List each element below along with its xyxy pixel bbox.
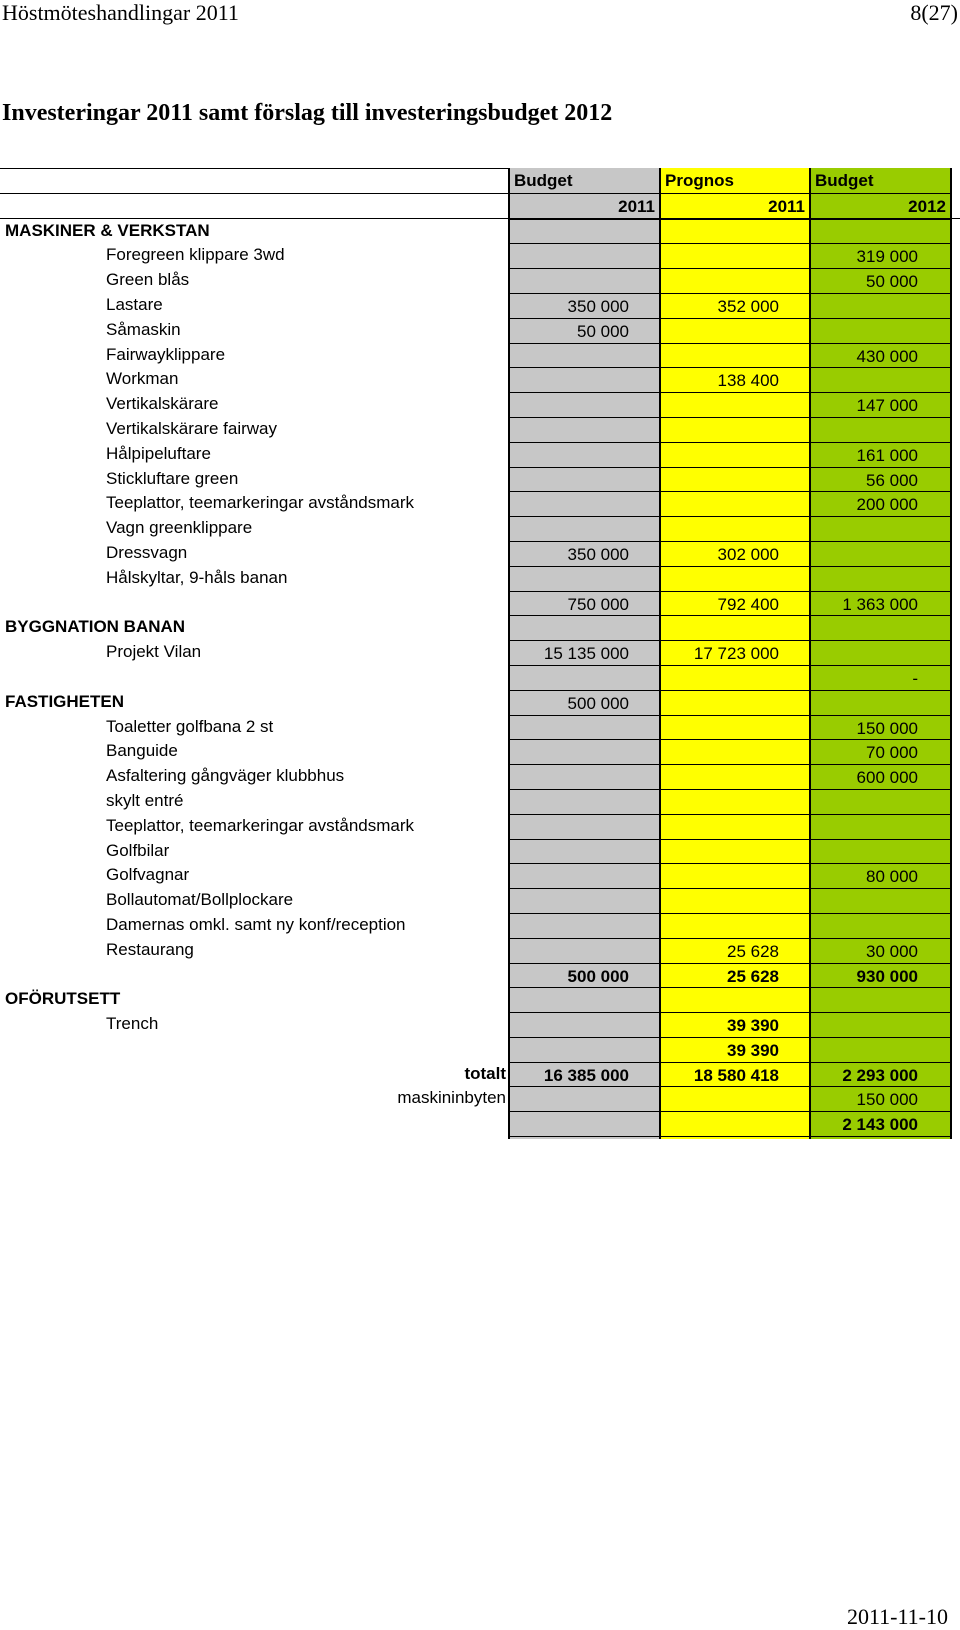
value-cell xyxy=(809,417,952,442)
table-row xyxy=(0,243,960,268)
section-label: FASTIGHETEN xyxy=(5,691,125,711)
value-cell xyxy=(508,764,659,789)
value-cell: 350 000 xyxy=(508,541,659,566)
table-row xyxy=(0,268,960,293)
value-cell xyxy=(659,491,809,516)
table-row xyxy=(0,913,960,938)
value-cell xyxy=(809,814,952,839)
value-cell xyxy=(809,367,952,392)
value-cell xyxy=(809,318,952,343)
value-cell xyxy=(508,392,659,417)
table-row xyxy=(0,938,960,963)
value-cell xyxy=(508,566,659,591)
value-cell: 150 000 xyxy=(809,715,952,740)
value-cell xyxy=(809,541,952,566)
value-cell xyxy=(659,318,809,343)
value-cell: 70 000 xyxy=(809,739,952,764)
value-cell: 50 000 xyxy=(809,268,952,293)
value-cell xyxy=(809,640,952,665)
footer-date: 2011-11-10 xyxy=(846,1604,948,1629)
value-cell: 750 000 xyxy=(508,591,659,616)
value-cell xyxy=(659,690,809,715)
value-cell xyxy=(809,1037,952,1062)
table-row xyxy=(0,1062,960,1087)
row-label: Fairwayklippare xyxy=(106,344,226,364)
table-row xyxy=(0,566,960,591)
row-label: Projekt Vilan xyxy=(106,642,202,662)
value-cell xyxy=(659,715,809,740)
row-label: Green blås xyxy=(106,270,190,290)
value-cell xyxy=(659,1111,809,1136)
value-cell: 500 000 xyxy=(508,963,659,988)
table-row xyxy=(0,293,960,318)
value-cell xyxy=(508,615,659,640)
row-label: Hålskyltar, 9-håls banan xyxy=(106,567,288,587)
value-cell: 39 390 xyxy=(659,1037,809,1062)
table-row xyxy=(0,591,960,616)
value-cell: - xyxy=(809,665,952,690)
column-year-prognos-2011: 2011 xyxy=(659,193,809,218)
value-cell xyxy=(508,1012,659,1037)
column-header-prognos-2011: Prognos xyxy=(659,168,809,193)
row-label: Såmaskin xyxy=(106,319,181,339)
table-row xyxy=(0,640,960,665)
table-row xyxy=(0,1037,960,1062)
value-cell xyxy=(659,789,809,814)
table-row xyxy=(0,219,960,244)
row-label: Trench xyxy=(106,1014,159,1034)
value-cell: 150 000 xyxy=(809,1086,952,1111)
table-row xyxy=(0,541,960,566)
value-cell xyxy=(508,938,659,963)
table-row xyxy=(0,467,960,492)
row-label: Restaurang xyxy=(106,939,194,959)
value-cell: 350 000 xyxy=(508,293,659,318)
value-cell: 25 628 xyxy=(659,963,809,988)
value-cell xyxy=(659,888,809,913)
column-year-budget-2011: 2011 xyxy=(508,193,659,218)
row-label: Golfbilar xyxy=(106,840,170,860)
row-label: Banguide xyxy=(106,741,178,761)
table-row xyxy=(0,690,960,715)
page-number: 8(27) xyxy=(910,0,958,25)
value-cell: 600 000 xyxy=(809,764,952,789)
value-cell: 147 000 xyxy=(809,392,952,417)
row-label: Toaletter golfbana 2 st xyxy=(106,716,274,736)
value-cell: 430 000 xyxy=(809,343,952,368)
table-row xyxy=(0,392,960,417)
value-cell xyxy=(809,987,952,1012)
table-row xyxy=(0,789,960,814)
value-cell xyxy=(659,343,809,368)
value-cell xyxy=(508,491,659,516)
value-cell xyxy=(809,219,952,244)
value-cell xyxy=(508,863,659,888)
column-header-budget-2012: Budget xyxy=(809,168,952,193)
value-cell: 2 143 000 xyxy=(809,1111,952,1136)
value-cell: 930 000 xyxy=(809,963,952,988)
value-cell: 302 000 xyxy=(659,541,809,566)
table-row xyxy=(0,1111,960,1136)
value-cell xyxy=(508,814,659,839)
value-cell: 792 400 xyxy=(659,591,809,616)
table-row xyxy=(0,963,960,988)
value-cell xyxy=(659,1086,809,1111)
table-row xyxy=(0,417,960,442)
row-label: Bollautomat/Bollplockare xyxy=(106,890,294,910)
value-cell xyxy=(508,715,659,740)
value-cell xyxy=(508,1037,659,1062)
value-cell xyxy=(659,516,809,541)
value-cell xyxy=(508,1086,659,1111)
row-label: Vertikalskärare fairway xyxy=(106,418,278,438)
row-label: Hålpipeluftare xyxy=(106,443,211,463)
value-cell xyxy=(508,987,659,1012)
row-label: Teeplattor, teemarkeringar avståndsmark xyxy=(106,493,415,513)
value-cell xyxy=(659,392,809,417)
value-cell: 56 000 xyxy=(809,467,952,492)
value-cell xyxy=(659,566,809,591)
value-cell xyxy=(508,367,659,392)
row-label: Teeplattor, teemarkeringar avståndsmark xyxy=(106,815,415,835)
value-cell: 15 135 000 xyxy=(508,640,659,665)
table-row xyxy=(0,665,960,690)
table-body xyxy=(0,219,960,1137)
value-cell: 17 723 000 xyxy=(659,640,809,665)
value-cell xyxy=(809,293,952,318)
value-cell xyxy=(659,987,809,1012)
value-cell xyxy=(508,219,659,244)
value-cell xyxy=(659,219,809,244)
row-label: Dressvagn xyxy=(106,542,188,562)
row-label: Golfvagnar xyxy=(106,865,190,885)
table-row xyxy=(0,839,960,864)
table-row xyxy=(0,1086,960,1111)
section-label: OFÖRUTSETT xyxy=(5,989,121,1009)
value-cell: 30 000 xyxy=(809,938,952,963)
value-cell xyxy=(809,789,952,814)
table-row xyxy=(0,615,960,640)
value-cell xyxy=(659,839,809,864)
value-cell xyxy=(508,789,659,814)
column-year-budget-2012: 2012 xyxy=(809,193,952,218)
value-cell xyxy=(809,913,952,938)
table-row xyxy=(0,343,960,368)
value-cell xyxy=(659,814,809,839)
value-cell xyxy=(659,615,809,640)
value-cell xyxy=(809,516,952,541)
value-cell xyxy=(809,888,952,913)
table-row xyxy=(0,888,960,913)
value-cell xyxy=(508,739,659,764)
row-label: Foregreen klippare 3wd xyxy=(106,245,285,265)
row-label: totalt xyxy=(464,1063,506,1083)
value-cell: 80 000 xyxy=(809,863,952,888)
row-label: maskininbyten xyxy=(397,1088,506,1108)
table-row xyxy=(0,739,960,764)
value-cell xyxy=(508,839,659,864)
value-cell: 1 363 000 xyxy=(809,591,952,616)
value-cell xyxy=(809,566,952,591)
table-row xyxy=(0,491,960,516)
value-cell: 16 385 000 xyxy=(508,1062,659,1087)
table-row xyxy=(0,318,960,343)
value-cell: 25 628 xyxy=(659,938,809,963)
value-cell xyxy=(508,516,659,541)
column-name-row xyxy=(0,168,960,193)
row-label: Lastare xyxy=(106,294,163,314)
row-label: Vagn greenklippare xyxy=(106,518,253,538)
value-cell xyxy=(508,1111,659,1136)
value-cell xyxy=(508,343,659,368)
column-year-row xyxy=(0,193,960,219)
table-row xyxy=(0,987,960,1012)
value-cell xyxy=(659,764,809,789)
value-cell xyxy=(508,442,659,467)
table-row xyxy=(0,367,960,392)
value-cell xyxy=(659,268,809,293)
row-label: Workman xyxy=(106,369,179,389)
row-label: Asfaltering gångväger klubbhus xyxy=(106,766,345,786)
investment-table xyxy=(0,168,960,1137)
value-cell xyxy=(659,739,809,764)
value-cell xyxy=(659,417,809,442)
document-header-title: Höstmöteshandlingar 2011 xyxy=(2,0,239,25)
table-row xyxy=(0,764,960,789)
value-cell: 50 000 xyxy=(508,318,659,343)
value-cell: 500 000 xyxy=(508,690,659,715)
value-cell: 2 293 000 xyxy=(809,1062,952,1087)
value-cell xyxy=(508,268,659,293)
value-cell xyxy=(508,467,659,492)
value-cell: 352 000 xyxy=(659,293,809,318)
value-cell xyxy=(659,442,809,467)
value-cell xyxy=(659,243,809,268)
value-cell xyxy=(508,665,659,690)
value-cell xyxy=(508,243,659,268)
table-row xyxy=(0,442,960,467)
value-cell xyxy=(508,913,659,938)
table-row xyxy=(0,715,960,740)
table-bottom-border xyxy=(0,1136,960,1137)
table-row xyxy=(0,863,960,888)
table-row xyxy=(0,814,960,839)
section-label: BYGGNATION BANAN xyxy=(5,617,186,637)
value-cell xyxy=(809,690,952,715)
value-cell xyxy=(659,467,809,492)
value-cell: 319 000 xyxy=(809,243,952,268)
section-label: MASKINER & VERKSTAN xyxy=(5,220,210,240)
value-cell xyxy=(508,417,659,442)
table-row xyxy=(0,1012,960,1037)
row-label: Vertikalskärare xyxy=(106,394,219,414)
value-cell xyxy=(659,665,809,690)
value-cell xyxy=(809,615,952,640)
table-row xyxy=(0,516,960,541)
value-cell: 200 000 xyxy=(809,491,952,516)
value-cell xyxy=(659,913,809,938)
value-cell: 39 390 xyxy=(659,1012,809,1037)
value-cell xyxy=(809,839,952,864)
value-cell: 18 580 418 xyxy=(659,1062,809,1087)
row-label: Stickluftare green xyxy=(106,468,239,488)
value-cell xyxy=(508,888,659,913)
value-cell xyxy=(809,1012,952,1037)
row-label: Damernas omkl. samt ny konf/reception xyxy=(106,914,406,934)
value-cell: 138 400 xyxy=(659,367,809,392)
value-cell: 161 000 xyxy=(809,442,952,467)
page-title: Investeringar 2011 samt förslag till investeringsbudget 2012 xyxy=(2,100,613,126)
column-header-budget-2011: Budget xyxy=(508,168,659,193)
value-cell xyxy=(659,863,809,888)
row-label: skylt entré xyxy=(106,790,184,810)
